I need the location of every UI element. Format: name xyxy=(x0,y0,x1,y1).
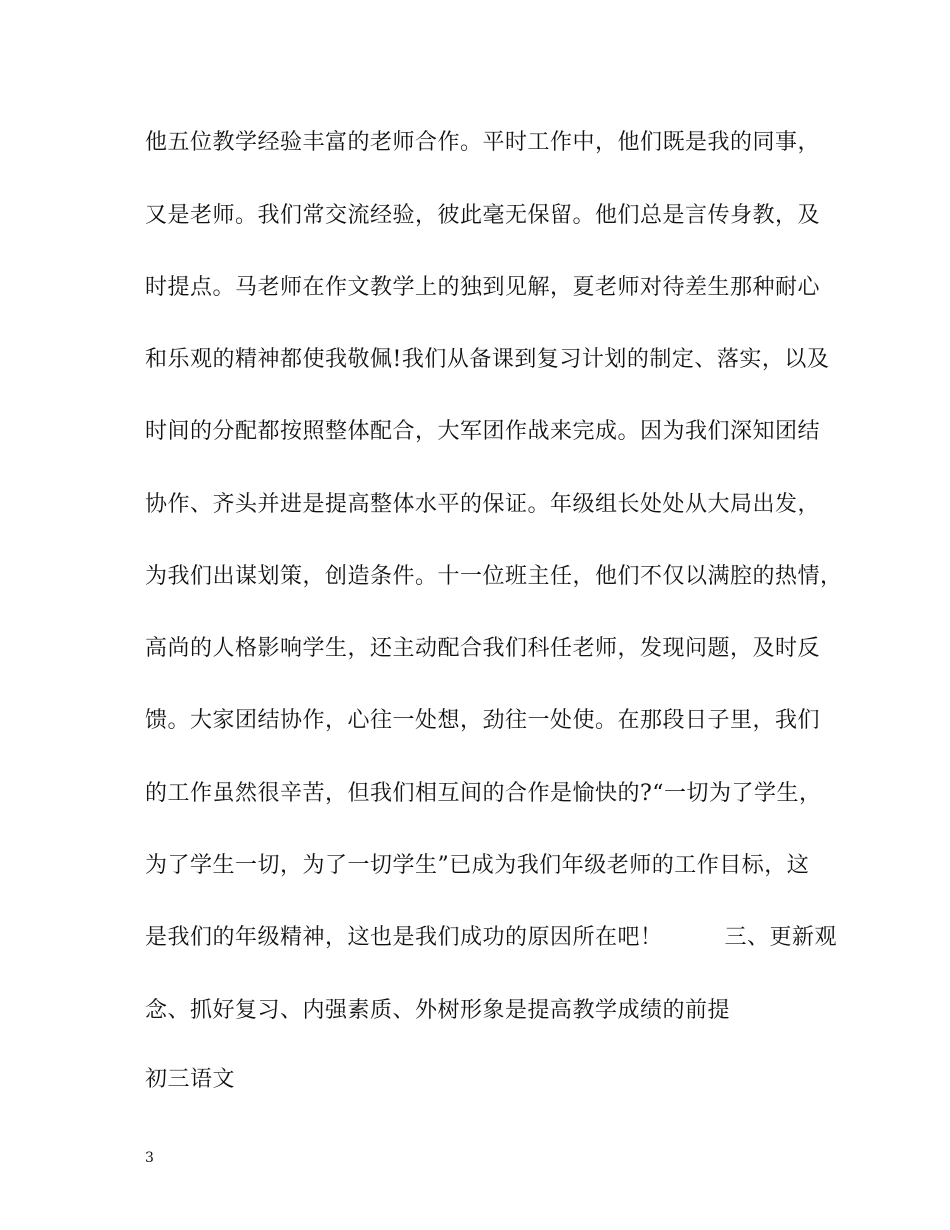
body-text-line xyxy=(145,923,838,953)
body-text-line: 时提点。马老师在作文教学上的独到见解，夏老师对待差生那种耐心 xyxy=(145,275,821,300)
page-number: 3 xyxy=(145,1150,154,1166)
paragraph-end-text: 是我们的年级精神，这也是我们成功的原因所在吧！ xyxy=(145,925,663,950)
body-text-line: 协作、齐头并进是提高整体水平的保证。年级组长处处从大局出发， xyxy=(145,492,821,517)
body-text-line: 高尚的人格影响学生，还主动配合我们科任老师，发现问题，及时反 xyxy=(145,636,821,661)
body-text-line: 馈。大家团结协作，心往一处想，劲往一处使。在那段日子里，我们 xyxy=(145,708,821,733)
subject-label: 初三语文 xyxy=(145,1067,236,1092)
body-text-line: 他五位教学经验丰富的老师合作。平时工作中，他们既是我的同事， xyxy=(145,130,821,155)
body-text-line: 又是老师。我们常交流经验，彼此毫无保留。他们总是言传身教，及 xyxy=(145,203,821,228)
body-text-line: 为我们出谋划策，创造条件。十一位班主任，他们不仅以满腔的热情， xyxy=(145,564,843,589)
body-text-line: 时间的分配都按照整体配合，大军团作战来完成。因为我们深知团结 xyxy=(145,419,821,444)
body-text-line: 的工作虽然很辛苦，但我们相互间的合作是愉快的?“一切为了学生， xyxy=(145,781,822,806)
body-text-line: 为了学生一切，为了一切学生”已成为我们年级老师的工作目标，这 xyxy=(145,853,810,878)
body-text-line: 和乐观的精神都使我敬佩!我们从备课到复习计划的制定、落实，以及 xyxy=(145,347,830,372)
section-heading-start: 三、更新观 xyxy=(724,925,838,950)
section-heading-continuation: 念、抓好复习、内强素质、外树形象是提高教学成绩的前提 xyxy=(145,998,731,1023)
